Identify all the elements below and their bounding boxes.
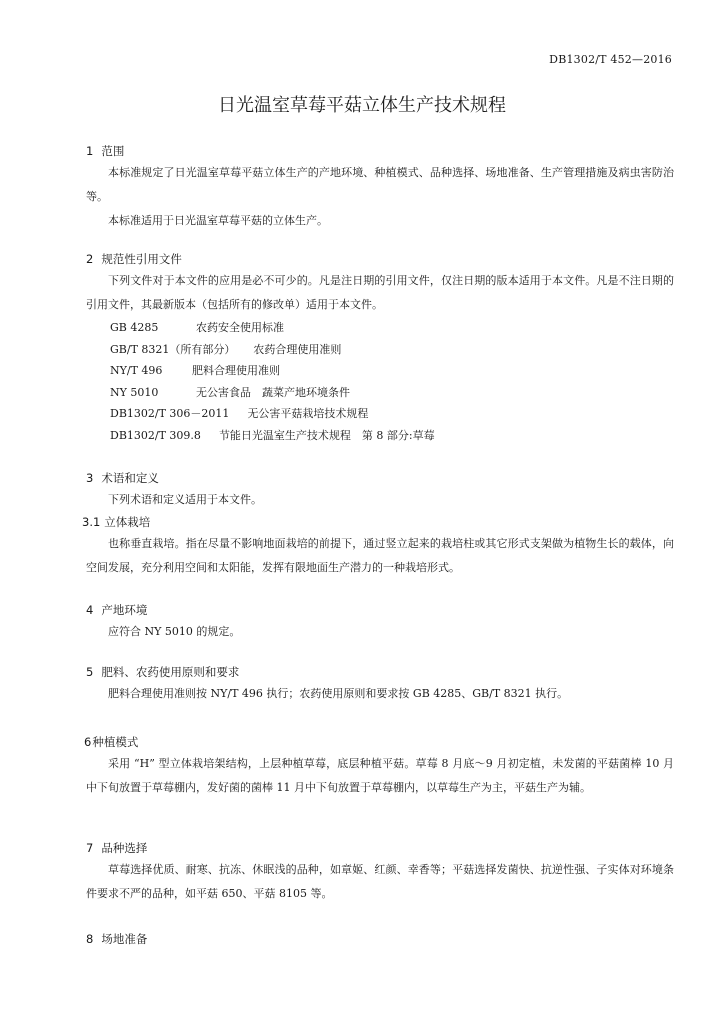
paragraph: 肥料合理使用准则按 NY/T 496 执行；农药使用原则和要求按 GB 4285、GB/T 8321 执行。 bbox=[108, 687, 569, 700]
section-number: 3 bbox=[86, 471, 94, 485]
section-title: 场地准备 bbox=[101, 932, 148, 946]
paragraph: 本标准规定了日光温室草莓平菇立体生产的产地环境、种植模式、品种选择、场地准备、生产管理措施及病虫害防治等。 bbox=[86, 166, 674, 203]
reference-name: 节能日光温室生产技术规程 第 8 部分:草莓 bbox=[218, 428, 435, 442]
reference-code: NY/T 496 bbox=[110, 364, 163, 377]
section-heading bbox=[86, 662, 674, 682]
reference-code: DB1302/T 306－2011 bbox=[110, 407, 230, 420]
section-variety-selection bbox=[86, 838, 674, 906]
section-title: 品种选择 bbox=[101, 841, 148, 855]
section-title: 产地环境 bbox=[101, 603, 148, 617]
reference-name: 肥料合理使用准则 bbox=[192, 364, 280, 377]
reference-code: NY 5010 bbox=[110, 385, 159, 399]
reference-item bbox=[86, 403, 674, 425]
section-heading bbox=[86, 141, 674, 161]
reference-item bbox=[86, 382, 674, 404]
reference-code: GB/T 8321（所有部分） bbox=[110, 342, 236, 356]
section-number: 8 bbox=[86, 932, 94, 946]
section-number: 1 bbox=[86, 144, 94, 158]
section-heading bbox=[86, 468, 674, 488]
section-fertilizer-pesticide bbox=[86, 662, 674, 706]
section-heading bbox=[86, 249, 674, 269]
subsection-title: 立体栽培 bbox=[104, 515, 151, 529]
section-heading bbox=[86, 838, 674, 858]
standard-number: DB1302/T 452—2016 bbox=[549, 53, 672, 66]
section-title: 肥料、农药使用原则和要求 bbox=[101, 665, 240, 679]
paragraph: 也称垂直栽培。指在尽量不影响地面栽培的前提下，通过竖立起来的栽培柱或其它形式支架做为植物生长的载体，向空间发展，充分利用空间和太阳能，发挥有限地面生产潜力的一种栽培形式。 bbox=[86, 537, 674, 574]
reference-name: 无公害食品 蔬菜产地环境条件 bbox=[196, 385, 350, 399]
reference-item bbox=[86, 360, 674, 382]
section-title: 种植模式 bbox=[92, 735, 139, 749]
reference-item bbox=[86, 425, 674, 447]
section-title: 规范性引用文件 bbox=[101, 252, 182, 266]
document-title: 日光温室草莓平菇立体生产技术规程 bbox=[218, 95, 506, 116]
section-normative-references bbox=[86, 249, 674, 446]
reference-code: DB1302/T 309.8 bbox=[110, 428, 201, 442]
paragraph: 草莓选择优质、耐寒、抗冻、休眠浅的品种，如章姬、红颜、幸香等；平菇选择发菌快、抗逆性强、子实体对环境条件要求不严的品种，如平菇 650、平菇 8105 等。 bbox=[86, 863, 674, 900]
section-number: 6 bbox=[84, 735, 92, 749]
section-scope bbox=[86, 141, 674, 233]
section-heading bbox=[84, 732, 674, 752]
subsection-heading bbox=[82, 512, 674, 532]
reference-name: 农药安全使用标准 bbox=[196, 321, 284, 334]
subsection-number: 3.1 bbox=[82, 515, 101, 529]
section-site-preparation bbox=[86, 929, 674, 949]
reference-item bbox=[86, 317, 674, 339]
section-heading bbox=[86, 600, 674, 620]
reference-name: 农药合理使用准则 bbox=[253, 342, 342, 356]
paragraph: 应符合 NY 5010 的规定。 bbox=[108, 625, 241, 638]
section-number: 7 bbox=[86, 841, 94, 855]
reference-item bbox=[86, 339, 674, 361]
paragraph: 下列文件对于本文件的应用是必不可少的。凡是注日期的引用文件，仅注日期的版本适用于本文件。凡是不注日期的引用文件，其最新版本（包括所有的修改单）适用于本文件。 bbox=[86, 274, 674, 311]
section-environment bbox=[86, 600, 674, 644]
section-heading bbox=[86, 929, 674, 949]
paragraph: 下列术语和定义适用于本文件。 bbox=[108, 493, 262, 506]
section-number: 2 bbox=[86, 252, 94, 266]
reference-code: GB 4285 bbox=[110, 321, 159, 334]
reference-name: 无公害平菇栽培技术规程 bbox=[247, 407, 369, 420]
section-terms bbox=[82, 468, 674, 580]
section-number: 4 bbox=[86, 603, 94, 617]
paragraph: 本标准适用于日光温室草莓平菇的立体生产。 bbox=[108, 214, 328, 227]
section-planting-mode bbox=[86, 732, 674, 800]
section-title: 术语和定义 bbox=[101, 471, 159, 485]
paragraph: 采用 “H” 型立体栽培架结构，上层种植草莓，底层种植平菇。草莓 8 月底～9 月初定植，未发菌的平菇菌棒 10 月中下旬放置于草莓棚内，发好菌的菌棒 11 月中下旬放置于草莓棚内，以草莓生产为主，平菇生产为辅。 bbox=[86, 757, 674, 794]
section-number: 5 bbox=[86, 665, 94, 679]
section-title: 范围 bbox=[101, 144, 125, 158]
